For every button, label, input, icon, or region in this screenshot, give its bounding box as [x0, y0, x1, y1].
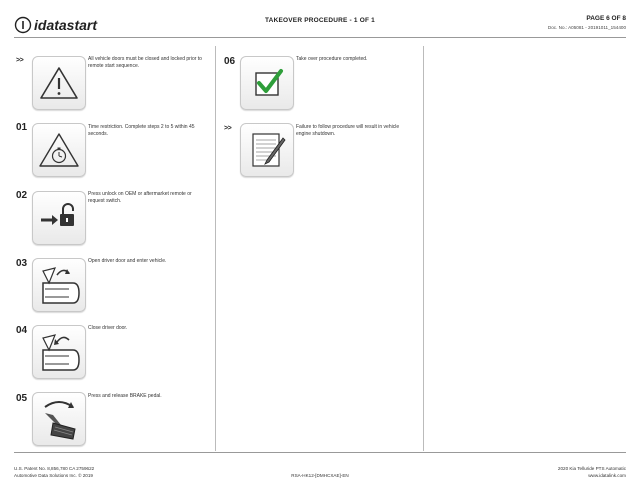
footer-left — [14, 466, 94, 479]
footer-doc-code: RSA-HK12-[DMHCXAE]-EN — [291, 473, 349, 478]
step-label: 01 — [16, 122, 28, 133]
column-divider-2 — [423, 46, 424, 451]
copyright: Automotive Data Solutions Inc. © 2019 — [14, 472, 93, 478]
step-description: Take over procedure completed. — [296, 56, 368, 62]
step-label: >> — [16, 57, 24, 64]
step-description: Close driver door. — [88, 325, 128, 331]
step-description: All vehicle doors must be closed and locked prior to remote start sequence. — [88, 56, 202, 69]
open-door-icon — [32, 258, 86, 312]
patent-number: U.S. Patent No. 8,856,780 CA 2759622 — [14, 466, 95, 471]
timer-warning-icon — [32, 123, 86, 177]
step-label: >> — [224, 125, 232, 132]
step-label: 05 — [16, 393, 28, 404]
checkmark-icon — [240, 56, 294, 110]
brand-logo-text: idatastart — [34, 17, 98, 33]
step-description: Press and release BRAKE pedal. — [88, 393, 162, 399]
page-number: PAGE 6 OF 8 — [586, 15, 626, 22]
vehicle-info: 2020 Kia Telluride PTS Automatic — [557, 466, 626, 471]
header-rule — [14, 37, 626, 38]
column-divider-1 — [215, 46, 216, 451]
close-door-icon — [32, 325, 86, 379]
step-label: 06 — [224, 56, 236, 67]
footer-right — [558, 466, 626, 479]
step-description: Open driver door and enter vehicle. — [88, 258, 167, 264]
brand-logo — [14, 14, 142, 36]
unlock-icon — [32, 191, 86, 245]
warning-icon — [32, 56, 86, 110]
website-link[interactable]: www.idatalink.com — [588, 472, 626, 478]
step-description: Time restriction. Complete steps 2 to 5 within 45 seconds. — [88, 124, 195, 137]
brake-pedal-icon — [32, 392, 86, 446]
step-description: Press unlock on OEM or aftermarket remote or request switch. — [88, 191, 192, 204]
step-label: 04 — [16, 325, 28, 336]
step-label: 03 — [16, 258, 28, 269]
step-label: 02 — [16, 190, 28, 201]
notepad-icon — [240, 123, 294, 177]
document-number: Doc. No.: A05081 - 20191011_154400 — [547, 25, 626, 30]
page-title: TAKEOVER PROCEDURE - 1 OF 1 — [264, 17, 376, 24]
step-description: Failure to follow procedure will result in vehicle engine shutdown. — [296, 124, 400, 137]
footer-rule — [14, 452, 626, 453]
